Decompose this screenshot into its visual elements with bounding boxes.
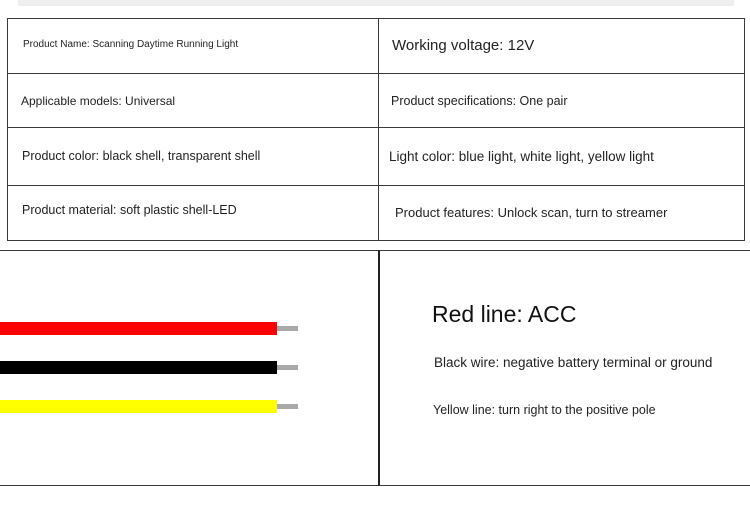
red-wire [0,322,277,335]
table-border-right [744,18,745,241]
product-specifications-cell: Product specifications: One pair [391,94,568,108]
yellow-wire-tip [277,404,298,409]
red-line-label: Red line: ACC [432,301,577,327]
yellow-wire [0,400,277,413]
table-border-bottom [7,240,745,241]
yellow-line-label: Yellow line: turn right to the positive pole [433,403,656,417]
table-row-divider [7,73,745,74]
spec-table [0,0,750,245]
black-wire-label: Black wire: negative battery terminal or ground [434,355,713,370]
table-row-divider [7,185,745,186]
table-row-divider [7,127,745,128]
product-material-cell: Product material: soft plastic shell-LED [22,203,237,217]
product-name-cell: Product Name: Scanning Daytime Running Light [23,39,239,50]
wiring-diagram [0,250,750,486]
light-color-cell: Light color: blue light, white light, yellow light [389,149,654,164]
product-features-cell: Product features: Unlock scan, turn to streamer [395,205,668,220]
black-wire [0,361,277,374]
table-column-divider [378,18,379,241]
product-color-cell: Product color: black shell, transparent shell [22,149,261,163]
table-border-top [7,18,745,19]
wiring-column-divider [378,250,380,486]
table-border-left [7,18,8,241]
wiring-border-top [0,250,750,251]
working-voltage-cell: Working voltage: 12V [392,37,535,54]
red-wire-tip [277,326,298,331]
applicable-models-cell: Applicable models: Universal [21,94,176,108]
wiring-border-bottom [0,485,750,486]
black-wire-tip [277,365,298,370]
